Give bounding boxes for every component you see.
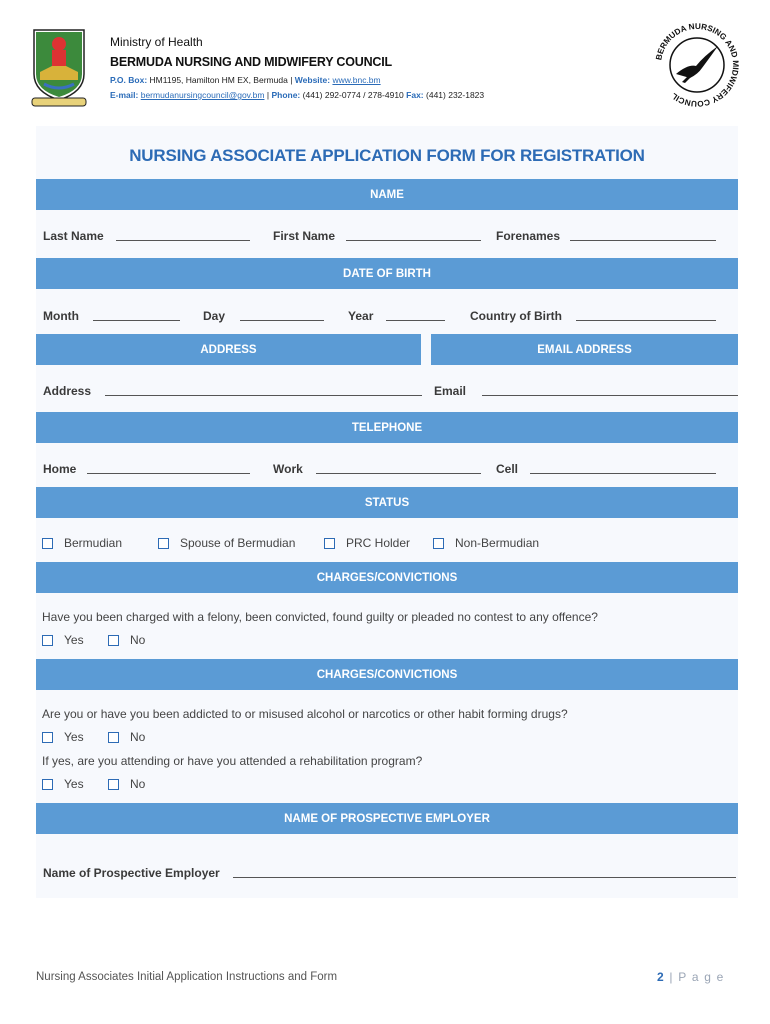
fax-label: Fax: <box>406 90 424 100</box>
checkbox-icon[interactable] <box>108 779 119 790</box>
checkbox-icon[interactable] <box>42 635 53 646</box>
last-name-input[interactable] <box>116 240 250 241</box>
status-option-non-bermudian[interactable]: Non-Bermudian <box>433 536 539 550</box>
form-title: NURSING ASSOCIATE APPLICATION FORM FOR REGISTRATION <box>129 146 645 165</box>
rehab-yes-option[interactable]: Yes <box>42 777 84 791</box>
checkbox-icon[interactable] <box>108 635 119 646</box>
year-input[interactable] <box>386 320 445 321</box>
separator: | <box>266 90 270 100</box>
forenames-input[interactable] <box>570 240 716 241</box>
page-number <box>657 970 725 984</box>
felony-no-option[interactable]: No <box>108 633 145 647</box>
first-name-input[interactable] <box>346 240 481 241</box>
status-option-bermudian[interactable]: Bermudian <box>42 536 122 550</box>
day-input[interactable] <box>240 320 324 321</box>
section-status: STATUS <box>36 487 738 518</box>
status-option-prc-holder[interactable]: PRC Holder <box>324 536 410 550</box>
country-of-birth-label: Country of Birth <box>470 309 562 323</box>
last-name-label: Last Name <box>43 229 104 243</box>
cell-phone-label: Cell <box>496 462 519 476</box>
checkbox-icon[interactable] <box>324 538 335 549</box>
work-phone-input[interactable] <box>316 473 481 474</box>
checkbox-icon[interactable] <box>433 538 444 549</box>
council-name: BERMUDA NURSING AND MIDWIFERY COUNCIL <box>110 55 392 69</box>
forenames-label: Forenames <box>496 229 561 243</box>
phone-value: (441) 292-0774 / 278-4910 <box>302 90 404 100</box>
ministry-name: Ministry of Health <box>110 35 203 49</box>
svg-text:BERMUDA NURSING AND MIDWIFERY: BERMUDA NURSING AND MIDWIFERY COUNCIL <box>654 21 741 109</box>
home-phone-label: Home <box>43 462 77 476</box>
council-seal-icon <box>652 20 742 110</box>
pobox-value: HM1195, Hamilton HM EX, Bermuda <box>149 75 288 85</box>
section-name: NAME <box>36 179 738 210</box>
phone-label: Phone: <box>271 90 301 100</box>
work-phone-label: Work <box>273 462 303 476</box>
first-name-label: First Name <box>273 229 336 243</box>
section-telephone: TELEPHONE <box>36 412 738 443</box>
section-charges-2: CHARGES/CONVICTIONS <box>36 659 738 690</box>
checkbox-icon[interactable] <box>42 538 53 549</box>
email-label: Email <box>434 384 467 398</box>
status-option-spouse[interactable]: Spouse of Bermudian <box>158 536 295 550</box>
section-employer: NAME OF PROSPECTIVE EMPLOYER <box>36 803 738 834</box>
email-label: E-mail: <box>110 90 139 100</box>
country-of-birth-input[interactable] <box>576 320 716 321</box>
email-input[interactable] <box>482 395 738 396</box>
home-phone-input[interactable] <box>87 473 250 474</box>
checkbox-icon[interactable] <box>42 732 53 743</box>
contact-line-2 <box>110 90 484 100</box>
address-label: Address <box>43 384 92 398</box>
page-number-value: 2 <box>657 970 665 984</box>
cell-phone-input[interactable] <box>530 473 716 474</box>
footer-document-title: Nursing Associates Initial Application Instructions and Form <box>36 971 338 983</box>
employer-input[interactable] <box>233 877 736 878</box>
addiction-yes-option[interactable]: Yes <box>42 730 84 744</box>
addiction-no-option[interactable]: No <box>108 730 145 744</box>
section-email: EMAIL ADDRESS <box>431 334 738 365</box>
felony-yes-option[interactable]: Yes <box>42 633 84 647</box>
website-label: Website: <box>294 75 331 85</box>
question-felony: Have you been charged with a felony, been convicted, found guilty or pleaded no contest to any offence? <box>42 610 598 624</box>
contact-line-1 <box>110 75 381 85</box>
page-separator: | <box>669 970 674 984</box>
day-label: Day <box>203 309 226 323</box>
question-addiction: Are you or have you been addicted to or misused alcohol or narcotics or other habit forming drugs? <box>42 707 568 721</box>
question-rehab: If yes, are you attending or have you attended a rehabilitation program? <box>42 754 423 768</box>
website-link[interactable]: www.bnc.bm <box>332 75 381 85</box>
employer-label: Name of Prospective Employer <box>43 866 220 880</box>
section-charges-1: CHARGES/CONVICTIONS <box>36 562 738 593</box>
fax-value: (441) 232-1823 <box>426 90 485 100</box>
bermuda-coat-of-arms-icon <box>30 26 88 108</box>
address-input[interactable] <box>105 395 422 396</box>
separator: | <box>290 75 293 85</box>
page-word: P a g e <box>678 970 725 984</box>
month-label: Month <box>43 309 79 323</box>
month-input[interactable] <box>93 320 180 321</box>
pobox-label: P.O. Box: <box>110 75 148 85</box>
email-link[interactable]: bermudanursingcouncil@gov.bm <box>140 90 265 100</box>
rehab-no-option[interactable]: No <box>108 777 145 791</box>
section-dob: DATE OF BIRTH <box>36 258 738 289</box>
year-label: Year <box>348 309 374 323</box>
checkbox-icon[interactable] <box>108 732 119 743</box>
checkbox-icon[interactable] <box>158 538 169 549</box>
section-address: ADDRESS <box>36 334 421 365</box>
checkbox-icon[interactable] <box>42 779 53 790</box>
